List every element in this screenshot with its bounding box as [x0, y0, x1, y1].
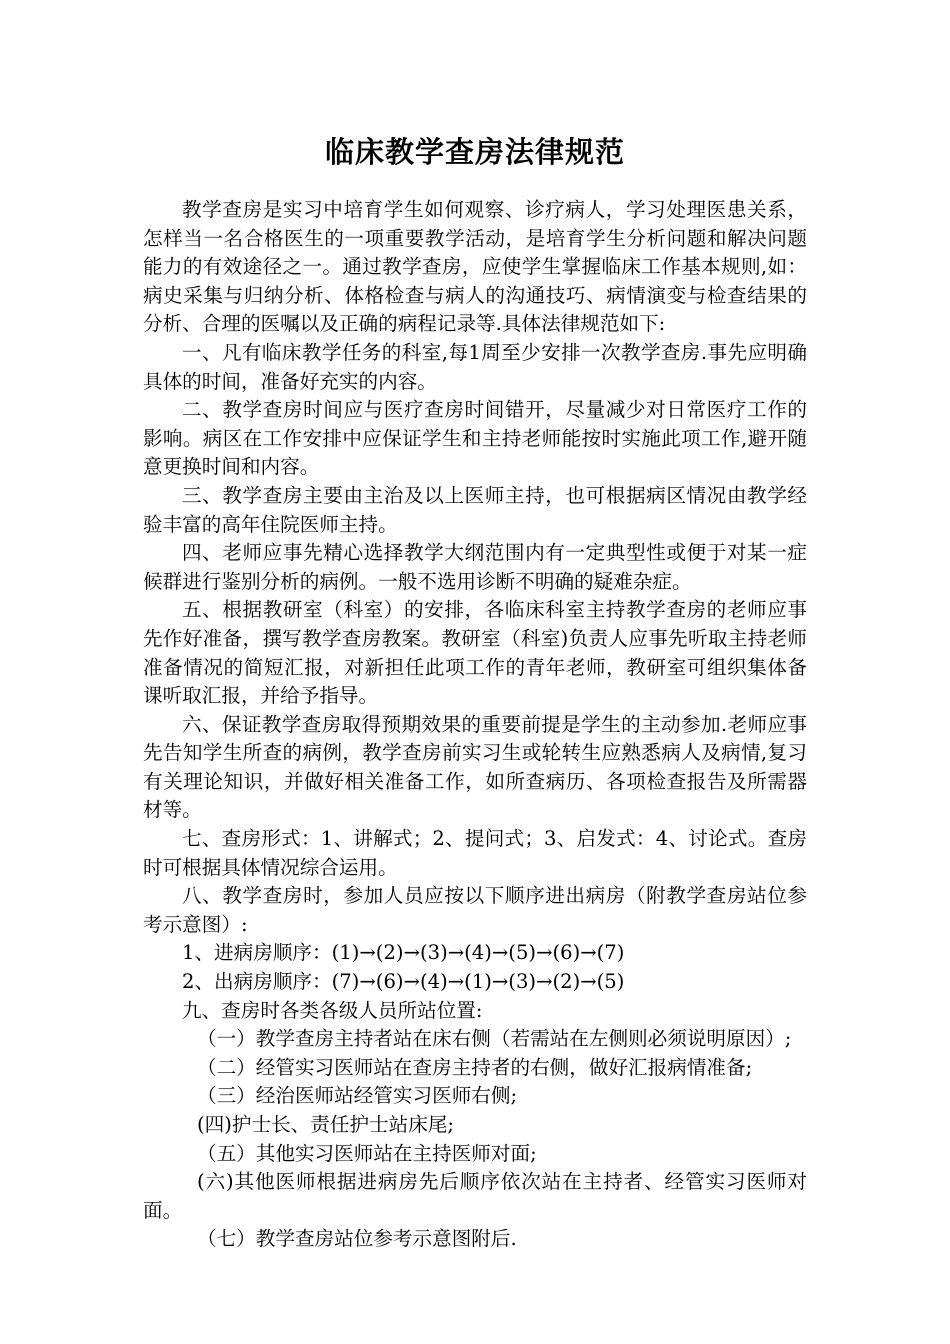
- paragraph-rule-7: 七、查房形式：1、讲解式；2、提问式；3、启发式：4、讨论式。查房时可根据具体情况综合运用。: [143, 827, 807, 879]
- paragraph-position-3: （三）经治医师站经管实习医师右侧;: [197, 1084, 518, 1108]
- paragraph-position-4: (四)护士长、责任护士站床尾;: [197, 1113, 455, 1136]
- paragraph-position-6: (六)其他医师根据进病房先后顺序依次站在主持者、经管实习医师对面。: [143, 1170, 807, 1222]
- document-title: 临床教学查房法律规范: [324, 135, 625, 169]
- paragraph-rule-2: 二、教学查房时间应与医疗查房时间错开，尽量减少对日常医疗工作的影响。病区在工作安排中应保证学生和主持老师能按时实施此项工作,避开随意更换时间和内容。: [143, 398, 807, 479]
- paragraph-exit-order: 2、出病房顺序：(7)→(6)→(4)→(1)→(3)→(2)→(5): [182, 970, 625, 994]
- paragraph-rule-6: 六、保证教学查房取得预期效果的重要前提是学生的主动参加.老师应事先告知学生所查的病例，教学查房前实习生或轮转生应熟悉病人及病情,复习有关理论知识，并做好相关准备工作，如所查病历、各项检查报告及所需器材等。: [143, 712, 807, 822]
- paragraph-rule-1: 一、凡有临床教学任务的科室,每1周至少安排一次教学查房.事先应明确具体的时间，准备好充实的内容。: [143, 340, 807, 393]
- paragraph-rule-4: 四、老师应事先精心选择教学大纲范围内有一定典型性或便于对某一症候群进行鉴别分析的病例。一般不选用诊断不明确的疑难杂症。: [143, 541, 807, 593]
- paragraph-intro: 教学查房是实习中培育学生如何观察、诊疗病人，学习处理医患关系，怎样当一名合格医生的一项重要教学活动，是培育学生分析问题和解决问题能力的有效途径之一。通过教学查房，应使学生掌握临床工作基本规则,如：病史采集与归纳分析、体格检查与病人的沟通技巧、病情演变与检查结果的分析、合理的医嘱以及正确的病程记录等.具体法律规范如下:: [143, 198, 807, 336]
- paragraph-rule-9: 九、查房时各类各级人员所站位置:: [182, 998, 483, 1022]
- paragraph-position-1: （一）教学查房主持者站在床右侧（若需站在左侧则必须说明原因）;: [197, 1027, 792, 1051]
- paragraph-rule-8: 八、教学查房时，参加人员应按以下顺序进出病房（附教学查房站位参考示意图）:: [143, 884, 807, 936]
- paragraph-rule-3: 三、教学查房主要由主治及以上医师主持，也可根据病区情况由教学经验丰富的高年住院医师主持。: [143, 483, 807, 536]
- paragraph-position-5: （五）其他实习医师站在主持医师对面;: [197, 1141, 537, 1165]
- paragraph-position-2: （二）经管实习医师站在查房主持者的右侧，做好汇报病情准备;: [197, 1055, 753, 1079]
- paragraph-enter-order: 1、进病房顺序：(1)→(2)→(3)→(4)→(5)→(6)→(7): [182, 941, 625, 965]
- paragraph-rule-5: 五、根据教研室（科室）的安排，各临床科室主持教学查房的老师应事先作好准备，撰写教学查房教案。教研室（科室)负责人应事先听取主持老师准备情况的简短汇报，对新担任此项工作的青年老师，教研室可组织集体备课听取汇报，并给予指导。: [143, 598, 807, 708]
- document-body: [143, 196, 807, 1254]
- paragraph-position-7: （七）教学查房站位参考示意图附后.: [197, 1227, 517, 1251]
